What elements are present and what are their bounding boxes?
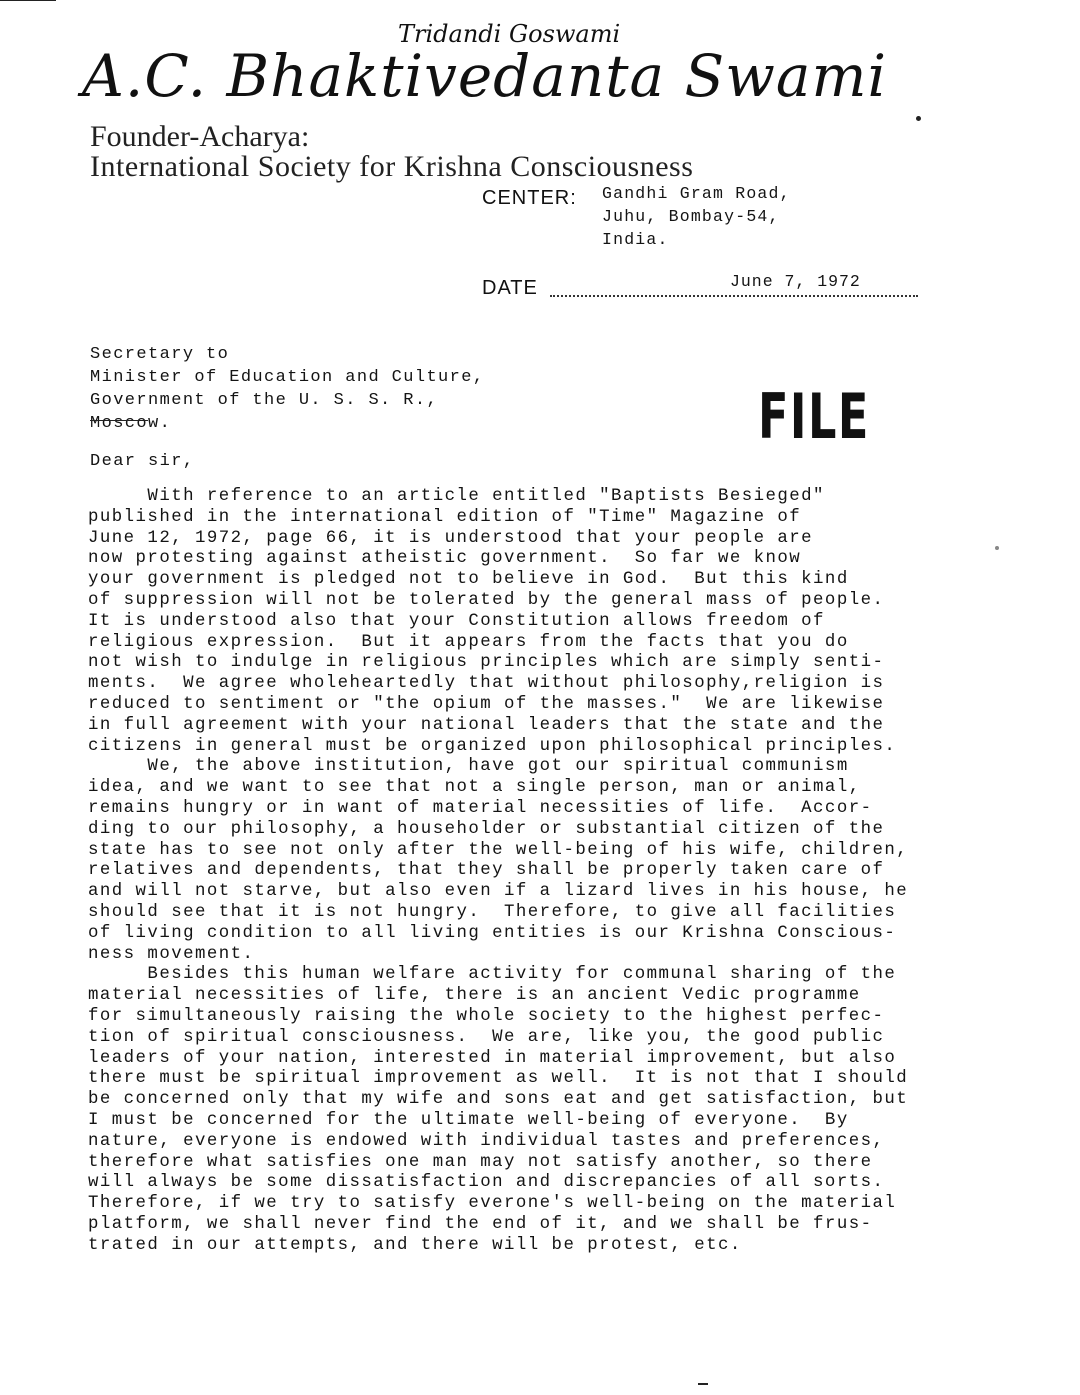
ink-dot bbox=[995, 546, 999, 550]
body-line: reduced to sentiment or "the opium of the masses." We are likewise bbox=[88, 694, 885, 714]
date-value: June 7, 1972 bbox=[730, 272, 861, 291]
file-stamp: FILE bbox=[758, 380, 870, 453]
date-label: DATE bbox=[482, 277, 538, 299]
body-line: will always be some dissatisfaction and discrepancies of all sorts. bbox=[88, 1173, 885, 1193]
body-line: should see that it is not hungry. Therefore, to give all facilities bbox=[88, 902, 897, 922]
letter-body bbox=[88, 487, 908, 1256]
body-line: We, the above institution, have got our spiritual communism bbox=[88, 757, 849, 777]
body-line: ness movement. bbox=[88, 944, 255, 964]
body-line: religious expression. But it appears from the facts that you do bbox=[88, 632, 849, 652]
address-line: India. bbox=[602, 230, 669, 249]
society-line: International Society for Krishna Consciousness bbox=[90, 150, 694, 183]
letterhead-name: A.C. Bhaktivedanta Swami bbox=[82, 42, 888, 110]
body-line: leaders of your nation, interested in material improvement, but also bbox=[88, 1048, 897, 1068]
body-line: state has to see not only after the well-being of his wife, children, bbox=[88, 840, 909, 860]
body-line: I must be concerned for the ultimate well-being of everyone. By bbox=[88, 1110, 849, 1130]
page-mark bbox=[698, 1383, 708, 1385]
recipient-block bbox=[90, 343, 484, 435]
body-line: your government is pledged not to believe in God. But this kind bbox=[88, 570, 849, 590]
body-line: and will not starve, but also even if a lizard lives in his house, he bbox=[88, 882, 909, 902]
body-line: be concerned only that my wife and sons eat and get satisfaction, but bbox=[88, 1090, 909, 1110]
body-line: published in the international edition of "Time" Magazine of bbox=[88, 507, 802, 527]
top-rule bbox=[0, 0, 56, 1]
body-line: for simultaneously raising the whole society to the highest perfec- bbox=[88, 1006, 885, 1026]
body-line: ding to our philosophy, a householder or substantial citizen of the bbox=[88, 819, 885, 839]
address-line: Gandhi Gram Road, bbox=[602, 184, 791, 203]
body-line: June 12, 1972, page 66, it is understood that your people are bbox=[88, 528, 814, 548]
salutation: Dear sir, bbox=[90, 452, 195, 471]
ink-dot bbox=[916, 116, 921, 121]
body-line: now protesting against atheistic government. So far we know bbox=[88, 549, 802, 569]
recipient-line: Moscow. bbox=[90, 414, 172, 433]
body-line: nature, everyone is endowed with individual tastes and preferences, bbox=[88, 1131, 885, 1151]
body-line: Therefore, if we try to satisfy everone's well-being on the material bbox=[88, 1194, 897, 1214]
center-address bbox=[602, 182, 791, 251]
body-line: in full agreement with your national leaders that the state and the bbox=[88, 715, 885, 735]
body-line: idea, and we want to see that not a single person, man or animal, bbox=[88, 778, 861, 798]
body-line: material necessities of life, there is an ancient Vedic programme bbox=[88, 986, 861, 1006]
address-line: Juhu, Bombay-54, bbox=[602, 207, 780, 226]
body-line: there must be spiritual improvement as well. It is not that I should bbox=[88, 1069, 909, 1089]
recipient-line: Secretary to bbox=[90, 345, 230, 364]
body-line: remains hungry or in want of material necessities of life. Accor- bbox=[88, 798, 873, 818]
body-line: therefore what satisfies one man may not satisfy another, so there bbox=[88, 1152, 873, 1172]
founder-line: Founder-Acharya: bbox=[90, 120, 310, 153]
body-line: tion of spiritual consciousness. We are, like you, the good public bbox=[88, 1027, 885, 1047]
letterhead-title-small: Tridandi Goswami bbox=[398, 20, 621, 48]
recipient-line: Government of the U. S. S. R., bbox=[90, 391, 439, 410]
body-line: Besides this human welfare activity for communal sharing of the bbox=[88, 965, 897, 985]
body-line: It is understood also that your Constitution allows freedom of bbox=[88, 611, 825, 631]
body-line: With reference to an article entitled "Baptists Besieged" bbox=[88, 487, 825, 506]
body-line: of suppression will not be tolerated by the general mass of people. bbox=[88, 590, 885, 610]
center-label: CENTER: bbox=[482, 187, 577, 209]
body-line: trated in our attempts, and there will be protest, etc. bbox=[88, 1235, 742, 1255]
body-line: not wish to indulge in religious principles which are simply senti- bbox=[88, 653, 885, 673]
body-line: ments. We agree wholeheartedly that without philosophy,religion is bbox=[88, 674, 885, 694]
body-line: platform, we shall never find the end of it, and we shall be frus- bbox=[88, 1214, 873, 1234]
recipient-line: Minister of Education and Culture, bbox=[90, 368, 485, 387]
body-line: of living condition to all living entities is our Krishna Conscious- bbox=[88, 923, 897, 943]
body-line: citizens in general must be organized upon philosophical principles. bbox=[88, 736, 897, 756]
moscow-underline bbox=[90, 420, 148, 421]
body-line: relatives and dependents, that they shall be properly taken care of bbox=[88, 861, 885, 881]
